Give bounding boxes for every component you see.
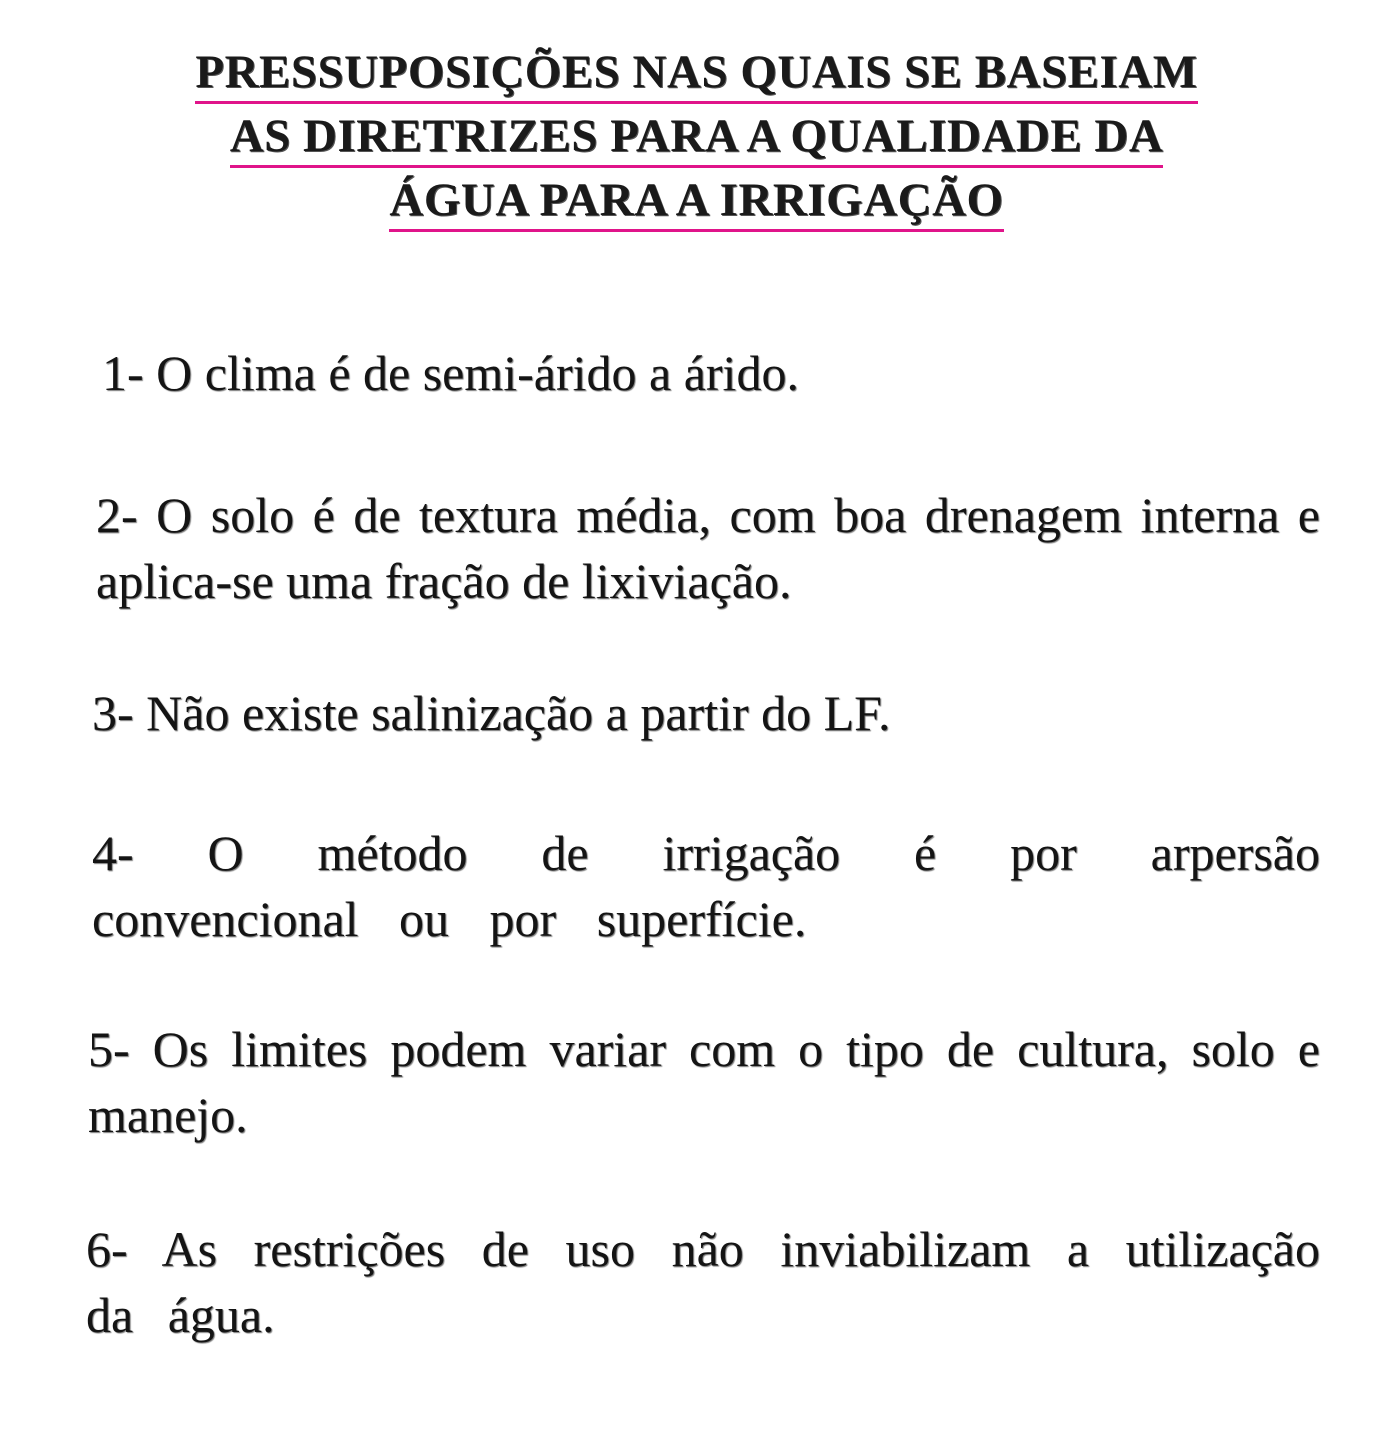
title-text-3: ÁGUA PARA A IRRIGAÇÃO	[389, 172, 1003, 232]
title-line-2	[0, 104, 1393, 168]
assumption-item-5: 5- Os limites podem variar com o tipo de cultura, solo e manejo.	[88, 1021, 1320, 1143]
document-title	[0, 40, 1393, 232]
assumption-item-2: 2- O solo é de textura média, com boa drenagem interna e aplica-se uma fração de lixiviação.	[96, 487, 1320, 609]
title-line-1	[0, 40, 1393, 104]
title-text-1: PRESSUPOSIÇÕES NAS QUAIS SE BASEIAM	[195, 44, 1197, 104]
title-text-2: AS DIRETRIZES PARA A QUALIDADE DA	[230, 108, 1164, 168]
assumption-item-1: 1- O clima é de semi-árido a árido.	[102, 345, 799, 401]
assumption-item-6: 6- As restrições de uso não inviabilizam a utilização da água.	[86, 1221, 1320, 1343]
title-line-3	[0, 168, 1393, 232]
assumption-item-4: 4- O método de irrigação é por arpersão convencional ou por superfície.	[92, 825, 1320, 947]
assumption-item-3: 3- Não existe salinização a partir do LF.	[92, 685, 891, 741]
